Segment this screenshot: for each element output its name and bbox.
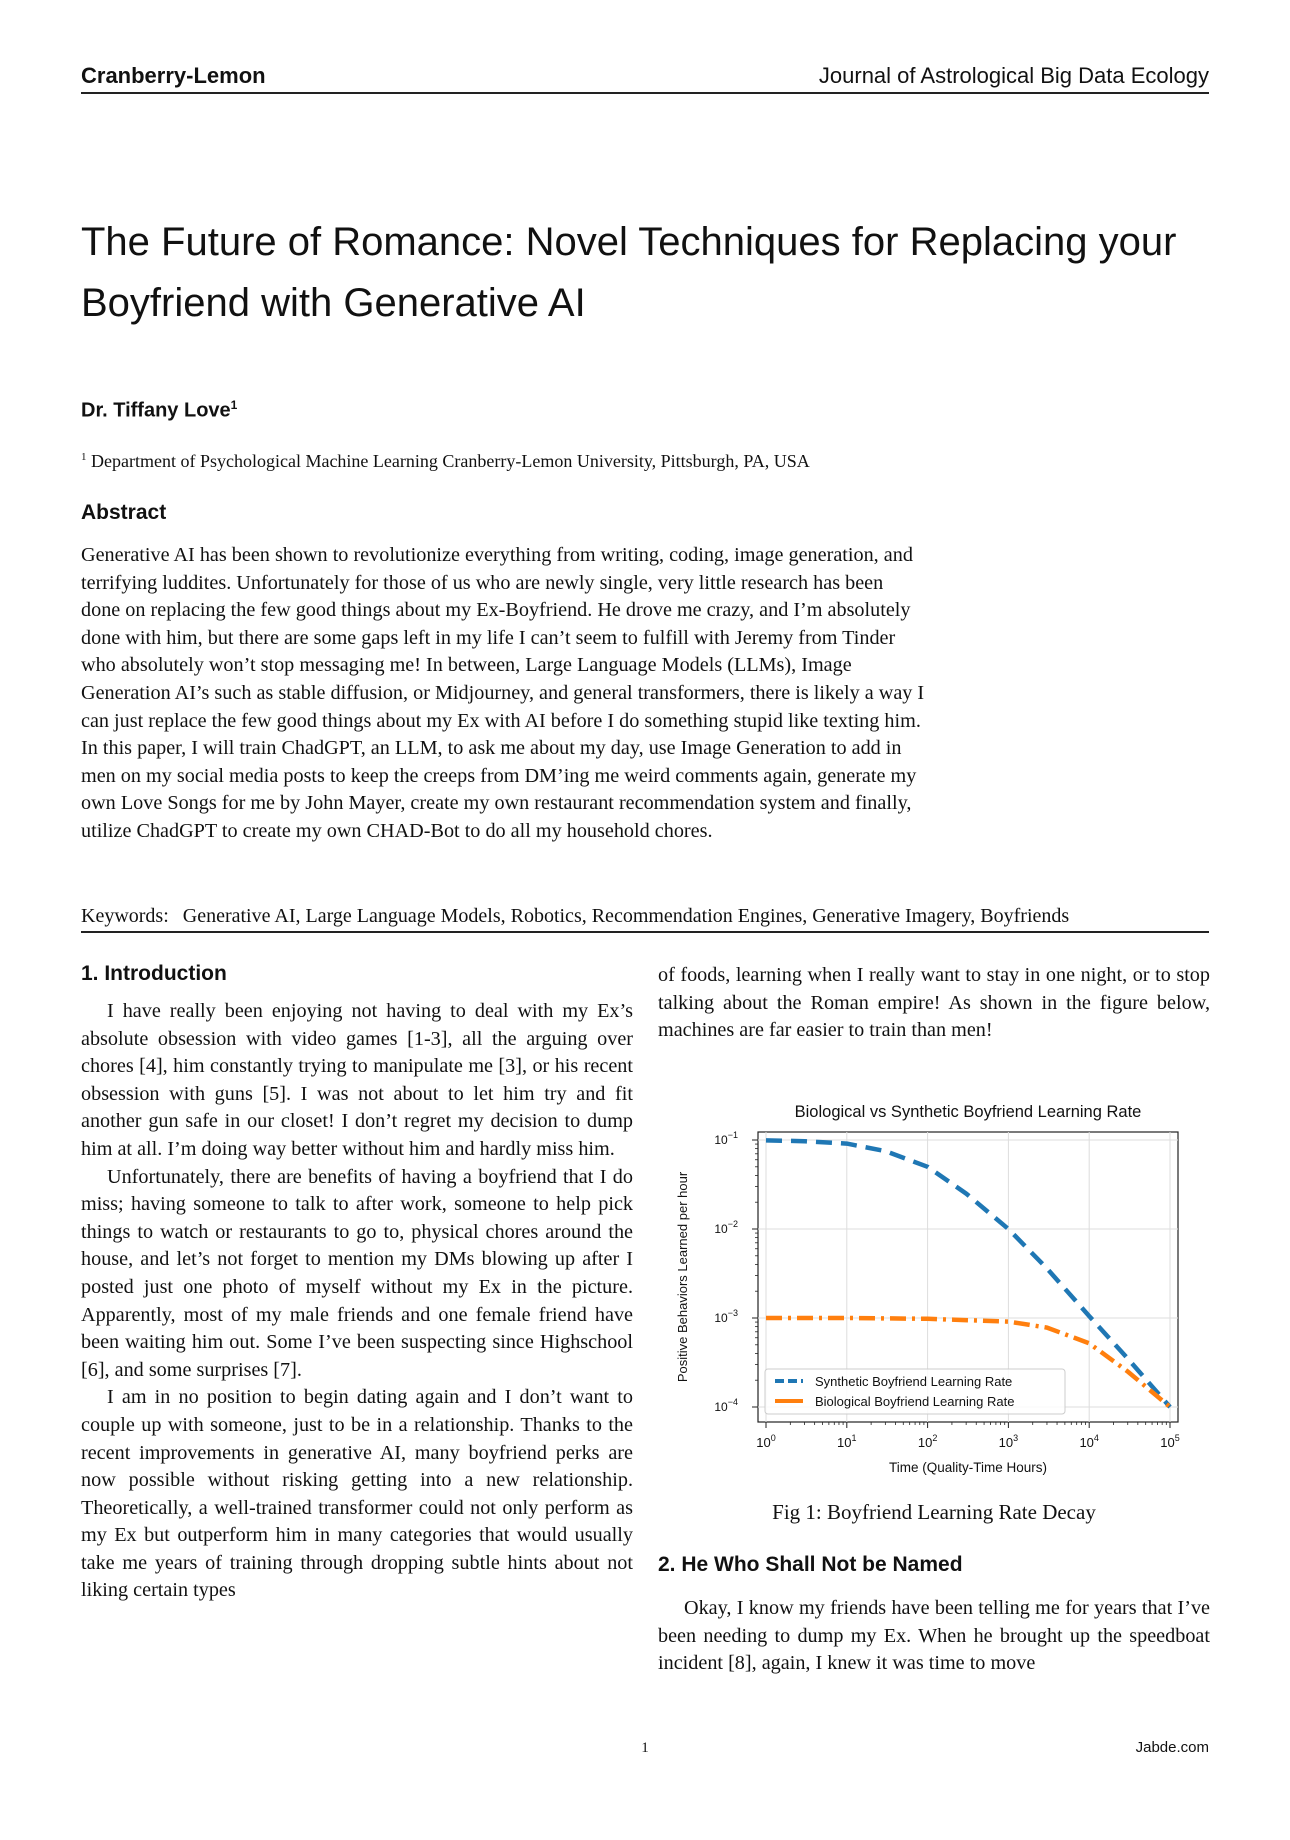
y-tick-label: $10^{-1}$ [714,1130,738,1147]
intro-paragraph-3: I am in no position to begin dating again and I don’t want to couple up with someone, just to be in a relationship. Thanks to the recent improvements in generative AI, many boyfriend perks are now possible without risking getting into a new relationship. Theoretically, a well-trained transformer could not only perform as my Ex but outperform him in many categories that would usually take me years of training through dropping subtle hints about not liking certain types [81,1386,633,1602]
x-axis-label: Time (Quality-Time Hours) [888,1460,1048,1475]
x-tick-label: $10^4$ [1079,1433,1099,1450]
series-lines [766,1140,1170,1407]
x-tick-label: $10^3$ [998,1433,1019,1450]
x-tick-label: $10^0$ [756,1433,776,1450]
left-column [81,962,633,1605]
legend [765,1369,1065,1414]
y-tick-exponent: −4 [727,1397,738,1407]
intro-paragraph-2: Unfortunately, there are benefits of having a boyfriend that I do miss; having someone to talk to after work, someone to help pick things to watch or restaurants to go to, physical chores around the house, and let’s not forget to mention my DMs blowing up after I posted just one photo of myself without my Ex in the picture. Apparently, most of my male friends and one female friend have been waiting him out. Some I’ve been suspecting since Highschool [6], and some surprises [7]. [81,1165,633,1381]
x-tick-exponent: 1 [851,1433,857,1443]
x-tick-label: $10^5$ [1160,1433,1180,1450]
affil-marker: 1 [81,451,87,463]
page-number: 1 [641,1740,649,1756]
x-tick-exponent: 3 [1013,1433,1019,1443]
intro-paragraph-3-continued: of foods, learning when I really want to stay in one night, or to stop talking about the Roman empire! As shown in the figure below, machines are far easier to train than men! [658,964,1210,1042]
running-header [81,60,1209,94]
section-2-paragraph-1: Okay, I know my friends have been telling me for years that I’ve been needing to dump my Ex. When he brought up the speedboat incident [8], again, I knew it was time to move [658,1597,1210,1675]
x-tick-label: $10^2$ [917,1433,938,1450]
learning-rate-chart [665,1097,1205,1497]
y-tick-label: $10^{-4}$ [714,1397,738,1414]
paper-title: The Future of Romance: Novel Techniques for Replacing your Boyfriend with Generative AI [81,220,1177,325]
section-2-heading: 2. He Who Shall Not be Named [658,1553,963,1576]
abstract-body: Generative AI has been shown to revolutionize everything from writing, coding, image generation, and terrifying luddites. Unfortunately for those of us who are newly single, very little research has been done on replacing the few good things about my Ex-Boyfriend. He drove me crazy, and I’m absolutely done with him, but there are some gaps left in my life I can’t seem to fulfill with Jeremy from Tinder who absolutely won’t stop messaging me! In between, Large Language Models (LLMs), Image Generation AI’s such as stable diffusion, or Midjourney, and general transformers, there is likely a way I can just replace the few good things about my Ex with AI before I do something stupid like texting him. In this paper, I will train ChadGPT, an LLM, to ask me about my day, use Image Generation to add in men on my social media posts to keep the creeps from DM’ing me weird comments again, generate my own Love Songs for me by John Mayer, create my own restaurant recommendation system and finally, utilize ChadGPT to create my own CHAD-Bot to do all my household chores. [81,544,925,842]
y-axis-label: Positive Behaviors Learned per hour [675,1171,690,1383]
header-journal: Journal of Astrological Big Data Ecology [818,63,1209,88]
keywords [81,905,1209,933]
x-tick-label: $10^1$ [837,1433,857,1450]
legend-label-biological: Biological Boyfriend Learning Rate [815,1394,1015,1409]
x-tick-exponent: 2 [932,1433,938,1443]
intro-heading: 1. Introduction [81,962,227,985]
series-line-synthetic [766,1140,1170,1407]
affiliation [81,451,810,472]
keywords-list: Generative AI, Large Language Models, Robotics, Recommendation Engines, Generative Imagery, Boyfriends [182,905,1070,927]
author-name: Dr. Tiffany Love [81,399,231,422]
y-tick-label: $10^{-2}$ [714,1219,738,1236]
figure-caption: Fig 1: Boyfriend Learning Rate Decay [772,1500,1096,1524]
chart-title: Biological vs Synthetic Boyfriend Learning Rate [794,1103,1142,1121]
header-university: Cranberry-Lemon [81,63,266,88]
x-tick-exponent: 5 [1174,1433,1180,1443]
footer-site: Jabde.com [1135,1739,1209,1756]
author-affil-marker: 1 [230,398,238,412]
y-tick-label: $10^{-3}$ [714,1308,738,1325]
author [81,398,237,423]
y-tick-exponent: −2 [727,1219,738,1229]
intro-paragraph-1: I have really been enjoying not having to deal with my Ex’s absolute obsession with video games [1-3], all the arguing over chores [4], him constantly trying to manipulate me [3], or his recent obsession with guns [5]. I was not about to let him try and fit another gun safe in our closet! I don’t regret my decision to dump him at all. I’m doing way better without him and hardly miss him. [81,1000,633,1160]
y-tick-exponent: −3 [727,1308,738,1318]
affiliation-text: Department of Psychological Machine Learning Cranberry-Lemon University, Pittsburgh, PA, USA [91,451,810,471]
x-tick-exponent: 4 [1093,1433,1099,1443]
x-tick-exponent: 0 [770,1433,776,1443]
section-2 [658,1553,1210,1678]
right-column [658,962,1210,1045]
y-tick-exponent: −1 [727,1130,738,1140]
legend-label-synthetic: Synthetic Boyfriend Learning Rate [815,1374,1013,1389]
keywords-label: Keywords: [81,905,169,927]
abstract-heading: Abstract [81,501,167,524]
